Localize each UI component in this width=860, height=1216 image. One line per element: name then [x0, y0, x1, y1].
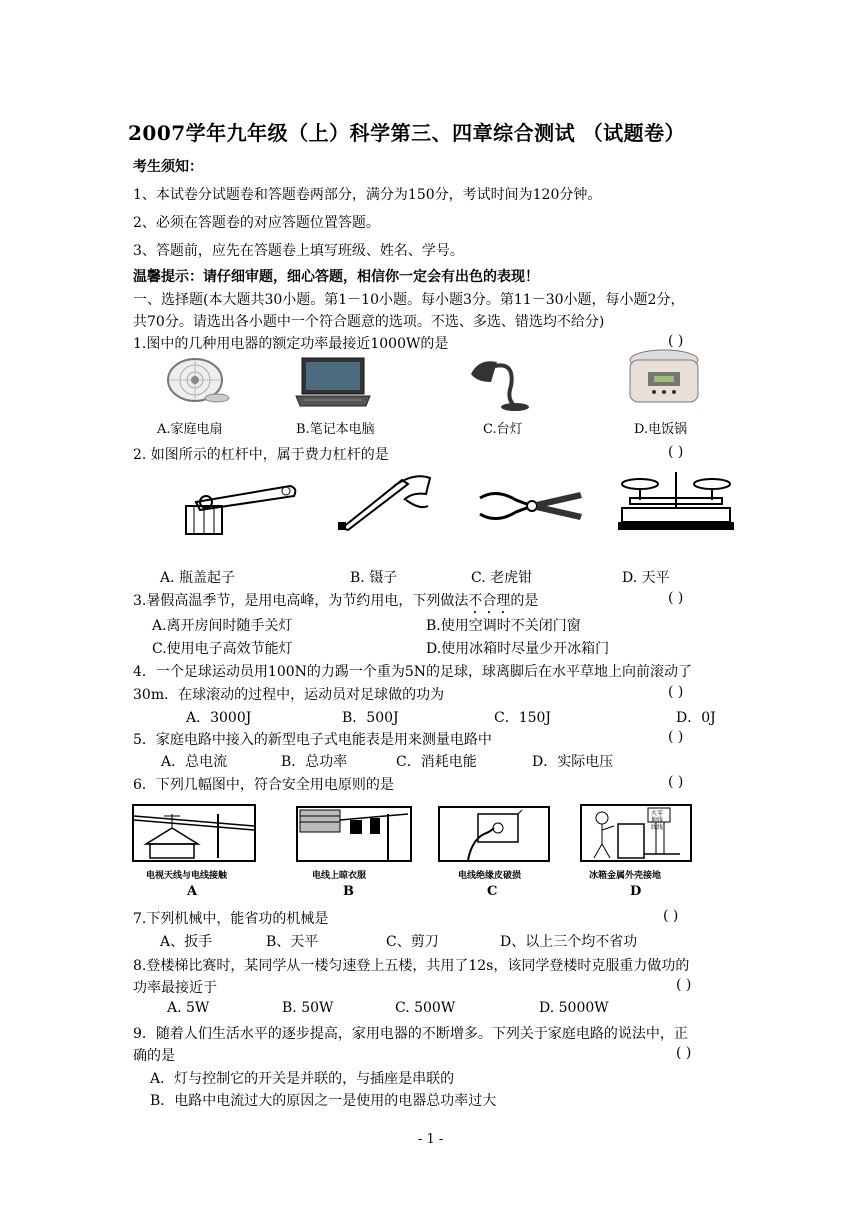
notice-2: 2、必须在答题卷的对应答题位置答题。	[133, 215, 380, 231]
clothes-on-wire-image	[296, 806, 412, 862]
q7-option-c: C、剪刀	[386, 934, 439, 950]
q8-answer-paren: ( )	[676, 977, 692, 993]
q3-option-b: B.使用空调时不关闭门窗	[426, 618, 581, 634]
q9-stem-line2: 确的是	[133, 1048, 175, 1064]
fridge-sign-text: 火零地线线线	[651, 810, 664, 831]
tip-text: 温馨提示：请仔细审题，细心答题，相信你一定会有出色的表现！	[133, 269, 539, 285]
q4-option-c: C．150J	[494, 710, 552, 726]
q6-stem: 6．下列几幅图中，符合安全用电原则的是	[133, 777, 394, 793]
q9-option-b: B．电路中电流过大的原因之一是使用的电器总功率过大	[150, 1093, 497, 1109]
damaged-wire-image	[438, 806, 550, 862]
q5-option-a: A．总电流	[161, 754, 228, 770]
q7-answer-paren: ( )	[663, 908, 679, 924]
q3-answer-paren: ( )	[668, 590, 684, 606]
q2-stem: 2. 如图所示的杠杆中，属于费力杠杆的是	[133, 447, 389, 463]
q2-option-c: C. 老虎钳	[471, 570, 533, 586]
laptop-icon	[294, 356, 374, 408]
bottle-opener-icon	[182, 476, 302, 538]
notice-1: 1、本试卷分试题卷和答题卷两部分，满分为150分，考试时间为120分钟。	[133, 187, 602, 203]
q1-option-d: D.电饭锅	[634, 422, 688, 437]
page-title: 2007学年九年级（上）科学第三、四章综合测试 （试题卷）	[128, 121, 686, 145]
q1-option-b: B.笔记本电脑	[296, 422, 375, 437]
q3-option-a: A.离开房间时随手关灯	[152, 618, 293, 634]
q2-answer-paren: ( )	[668, 444, 684, 460]
q1-option-c: C.台灯	[483, 422, 523, 437]
q3-stem-part-a: 3.暑假高温季节，是用电高峰，为节约用电，下列做法	[133, 593, 469, 609]
notice-heading: 考生须知：	[133, 159, 203, 175]
fan-icon	[157, 356, 237, 406]
q6-letter-a: A	[187, 884, 198, 899]
q4-option-d: D．0J	[676, 710, 716, 726]
q4-option-a: A．3000J	[186, 710, 252, 726]
q2-option-b: B. 镊子	[350, 570, 398, 586]
q1-stem: 1.图中的几种用电器的额定功率最接近1000W的是	[133, 336, 449, 352]
balance-scale-icon	[616, 468, 736, 532]
q5-option-d: D．实际电压	[532, 754, 614, 770]
q3-stem-emphasis: 不合理	[468, 593, 511, 609]
q7-option-b: B、天平	[266, 934, 319, 950]
q3-option-c: C.使用电子高效节能灯	[152, 641, 293, 657]
q6-caption-b: 电线上晾衣服	[312, 871, 367, 881]
q1-option-a: A.家庭电扇	[157, 422, 223, 437]
q8-stem-line2: 功率最接近于	[133, 980, 217, 996]
pliers-icon	[476, 484, 586, 530]
page-number: - 1 -	[418, 1132, 444, 1147]
fridge-grounding-image	[580, 804, 692, 862]
q6-answer-paren: ( )	[668, 774, 684, 790]
q8-option-d: D. 5000W	[539, 1000, 609, 1016]
q8-option-b: B. 50W	[282, 1000, 334, 1016]
q9-stem-line1: 9．随着人们生活水平的逐步提高，家用电器的不断增多。下列关于家庭电路的说法中，正	[133, 1026, 688, 1042]
section-heading-line2: 共70分。请选出各小题中一个符合题意的选项。不选、多选、错选均不给分)	[133, 314, 605, 330]
q5-option-c: C．消耗电能	[396, 754, 477, 770]
q3-stem	[133, 590, 538, 617]
q4-option-b: B．500J	[342, 710, 399, 726]
desk-lamp-icon	[467, 352, 537, 412]
q3-stem-part-c: 的是	[510, 593, 539, 609]
q5-option-b: B．总功率	[281, 754, 348, 770]
q8-option-a: A. 5W	[167, 1000, 210, 1016]
q6-caption-c: 电线绝缘皮破损	[458, 871, 522, 881]
q7-option-a: A、扳手	[160, 934, 213, 950]
q9-answer-paren: ( )	[676, 1045, 692, 1061]
q6-caption-d: 冰箱金属外壳接地	[589, 871, 662, 881]
q2-option-d: D. 天平	[622, 570, 670, 586]
q8-option-c: C. 500W	[395, 1000, 456, 1016]
q5-stem: 5．家庭电路中接入的新型电子式电能表是用来测量电路中	[133, 732, 492, 748]
q6-letter-b: B	[343, 884, 354, 899]
rice-cooker-icon	[624, 348, 704, 410]
q6-letter-d: D	[630, 884, 642, 899]
q7-option-d: D、以上三个均不省功	[500, 934, 638, 950]
q2-option-a: A. 瓶盖起子	[160, 570, 236, 586]
q4-stem-line1: 4．一个足球运动员用100N的力踢一个重为5N的足球，球离脚后在水平草地上向前滚动了	[133, 664, 693, 680]
notice-3: 3、答题前，应先在答题卷上填写班级、姓名、学号。	[133, 243, 464, 259]
q4-stem-line2: 30m．在球滚动的过程中，运动员对足球做的功为	[133, 687, 445, 703]
section-heading-line1: 一、选择题(本大题共30小题。第1－10小题。每小题3分。第11－30小题，每小题2分，	[133, 292, 685, 308]
tweezers-icon	[334, 470, 434, 532]
q8-stem-line1: 8.登楼梯比赛时，某同学从一楼匀速登上五楼，共用了12s，该同学登楼时克服重力做功的	[133, 958, 690, 974]
q6-caption-a: 电视天线与电线接触	[146, 871, 228, 881]
q6-letter-c: C	[487, 884, 498, 899]
q5-answer-paren: ( )	[668, 729, 684, 745]
q7-stem: 7.下列机械中，能省功的机械是	[133, 911, 329, 927]
tv-antenna-image	[132, 804, 256, 862]
q9-option-a: A．灯与控制它的开关是并联的，与插座是串联的	[150, 1071, 455, 1087]
q4-answer-paren: ( )	[668, 684, 684, 700]
q1-answer-paren: ( )	[668, 333, 684, 349]
q3-option-d: D.使用冰箱时尽量少开冰箱门	[426, 641, 610, 657]
